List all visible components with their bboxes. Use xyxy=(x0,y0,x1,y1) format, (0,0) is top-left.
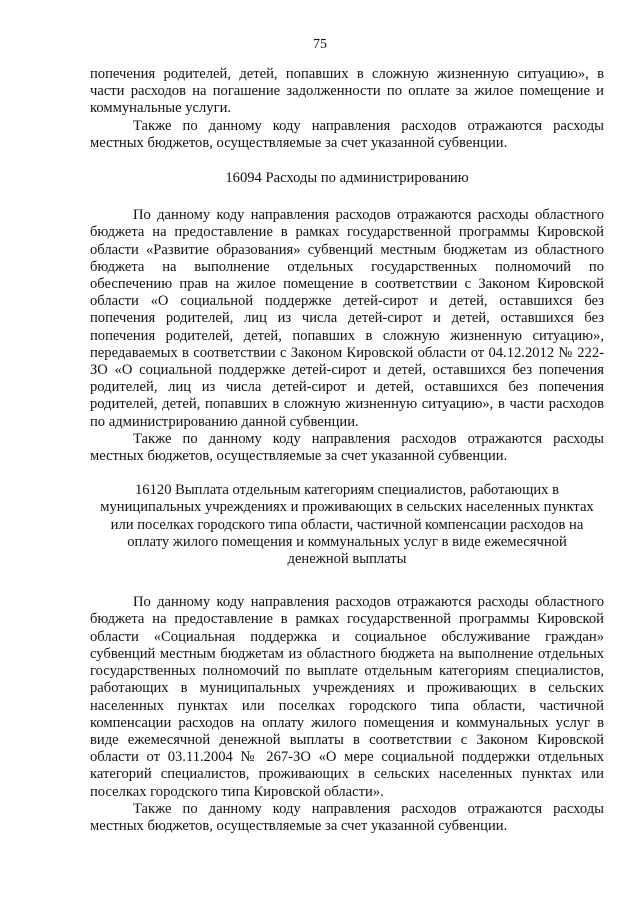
paragraph-local-budgets-2: Также по данному коду направления расходов отражаются расходы местных бюджетов, осуществляемые за счет указанной субвенции. xyxy=(90,430,604,465)
paragraph-16120-description: По данному коду направления расходов отражаются расходы областного бюджета на предоставление в рамках государственной программы Кировской области «Социальная поддержка и социальное обслуживание граждан» субвенций местным бюджетам из областного бюджета на выполнение отдельных государственных полномочий по выплате отдельным категориям специалистов, работающих в муниципальных учреждениях и проживающих в сельских населенных пунктах или поселках городского типа области, частичной компенсации расходов на оплату жилого помещения и коммунальных услуг в виде ежемесячной денежной выплаты в соответствии с Законом Кировской области от 03.11.2004 № 267-ЗО «О мере социальной поддержки отдельных категорий специалистов, проживающих в сельских населенных пунктах или поселках городского типа Кировской области». xyxy=(90,594,604,800)
page-number: 75 xyxy=(313,37,327,52)
paragraph-local-budgets-3: Также по данному коду направления расходов отражаются расходы местных бюджетов, осуществляемые за счет указанной субвенции. xyxy=(90,800,604,834)
paragraph-continuation: попечения родителей, детей, попавших в сложную жизненную ситуацию», в части расходов на погашение задолженности по оплате за жилое помещение и коммунальные услуги. xyxy=(90,66,604,117)
paragraph-16094-description: По данному коду направления расходов отражаются расходы областного бюджета на предоставление в рамках государственной программы Кировской области «Развитие образования» субвенций местным бюджетам из областного бюджета на выполнение отдельных государственных полномочий по обеспечению прав на жилое помещение в соответствии с Законом Кировской области «О социальной поддержке детей-сирот и детей, оставшихся без попечения родителей, лиц из числа детей-сирот и детей, оставшихся без попечения родителей, детей, попавших в сложную жизненную ситуацию», передаваемых в соответствии с Законом Кировской области от 04.12.2012 № 222-ЗО «О социальной поддержке детей-сирот и детей, оставшихся без попечения родителей, лиц из числа детей-сирот и детей, оставшихся без попечения родителей, детей, попавших в сложную жизненную ситуацию», в части расходов по администрированию данной субвенции. xyxy=(90,207,604,430)
section-heading-16120: 16120 Выплата отдельным категориям специалистов, работающих в муниципальных учреждениях и проживающих в сельских населенных пунктах или поселках городского типа области, частичной компенсации расходов на оплату жилого помещения и коммунальных услуг в виде ежемесячной денежной выплаты xyxy=(100,482,594,568)
section-heading-16094: 16094 Расходы по администрированию xyxy=(225,170,469,187)
paragraph-local-budgets-1: Также по данному коду направления расходов отражаются расходы местных бюджетов, осуществляемые за счет указанной субвенции. xyxy=(90,117,604,151)
document-body xyxy=(90,66,604,835)
